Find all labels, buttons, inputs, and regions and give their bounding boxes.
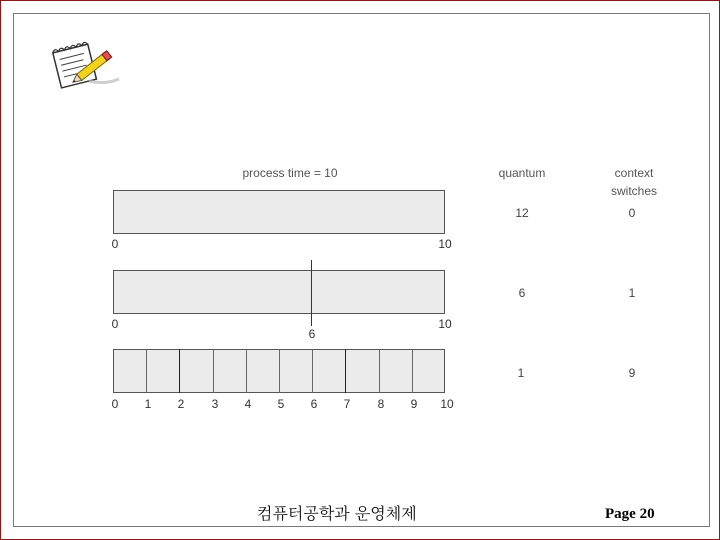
context-header-line2: switches bbox=[610, 184, 658, 198]
notepad-pencil-icon bbox=[49, 37, 125, 93]
row3-tick-label: 5 bbox=[277, 397, 285, 411]
row2-split-line bbox=[311, 260, 312, 326]
process-bar-quantum-12 bbox=[113, 190, 445, 234]
row2-start-label: 0 bbox=[111, 317, 119, 331]
context-header-line1: context bbox=[614, 166, 654, 180]
row2-context-switches: 1 bbox=[628, 286, 636, 300]
row3-tick-label: 9 bbox=[410, 397, 418, 411]
process-bar-quantum-6 bbox=[113, 270, 445, 314]
row3-slice-divider bbox=[246, 349, 247, 393]
row2-quantum: 6 bbox=[518, 286, 526, 300]
row3-slice-divider bbox=[345, 349, 346, 393]
row2-end-label: 10 bbox=[438, 317, 452, 331]
row3-tick-label: 10 bbox=[440, 397, 454, 411]
row3-slice-divider bbox=[412, 349, 413, 393]
footer-course-title: 컴퓨터공학과 운영체제 bbox=[257, 504, 417, 523]
row3-tick-label: 1 bbox=[144, 397, 152, 411]
row3-tick-label: 8 bbox=[377, 397, 385, 411]
row3-tick-label: 4 bbox=[244, 397, 252, 411]
row1-context-switches: 0 bbox=[628, 206, 636, 220]
row3-slice-divider bbox=[312, 349, 313, 393]
row1-end-label: 10 bbox=[438, 237, 452, 251]
row3-tick-label: 2 bbox=[177, 397, 185, 411]
row3-slice-divider bbox=[213, 349, 214, 393]
page-number: Page 20 bbox=[605, 506, 655, 522]
quantum-header: quantum bbox=[498, 166, 546, 180]
row3-tick-label: 6 bbox=[310, 397, 318, 411]
row3-quantum: 1 bbox=[517, 366, 525, 380]
row3-slice-divider bbox=[179, 349, 180, 393]
row1-quantum: 12 bbox=[515, 206, 529, 220]
process-time-label: process time = 10 bbox=[242, 166, 338, 180]
row3-slice-divider bbox=[146, 349, 147, 393]
row3-slice-divider bbox=[279, 349, 280, 393]
row3-tick-label: 7 bbox=[343, 397, 351, 411]
row1-start-label: 0 bbox=[111, 237, 119, 251]
row3-tick-label: 3 bbox=[211, 397, 219, 411]
row3-context-switches: 9 bbox=[628, 366, 636, 380]
row3-tick-label: 0 bbox=[111, 397, 119, 411]
row3-slice-divider bbox=[379, 349, 380, 393]
row2-split-label: 6 bbox=[308, 327, 316, 341]
